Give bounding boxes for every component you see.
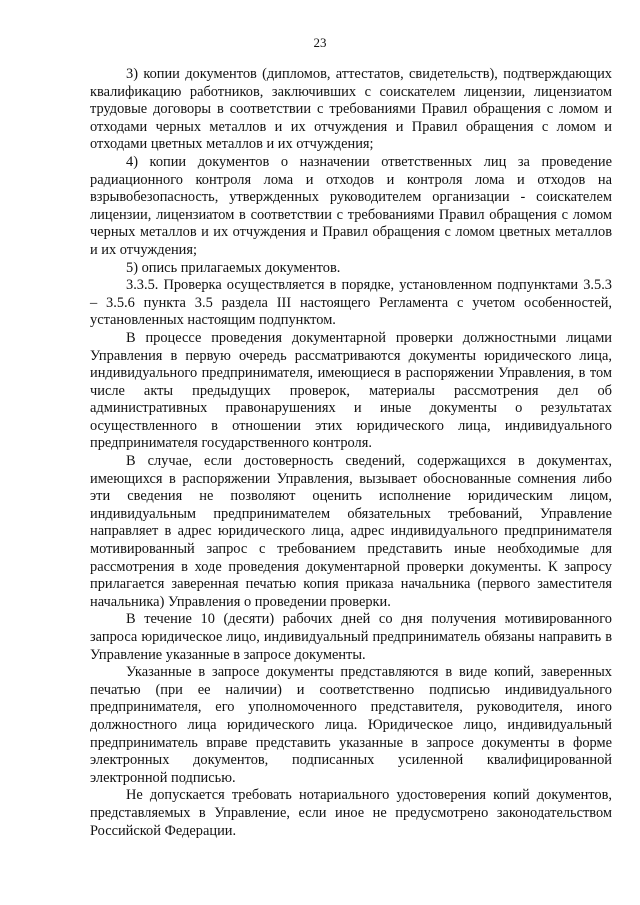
paragraph-request: В случае, если достоверность сведений, содержащихся в документах, имеющихся в распоряжении Управления, вызывает обоснованные сомнения либо эти сведения не позволяют оценить исполнение юридическим лицом, индивидуальным предпринимателем обязательных требований, Управление направляет в адрес юридического лица, адрес индивидуального предпринимателя мотивированный запрос с требованием представить иные необходимые для рассмотрения в ходе проведения документарной проверки документы. К запросу прилагается заверенная печатью копия приказа начальника (первого заместителя начальника) Управления о проведении проверки. [90,453,612,610]
paragraph-item-3-copies: 3) копии документов (дипломов, аттестатов, свидетельств), подтверждающих квалификацию работников, заключивших с соискателем лицензии, лицензиатом трудовые договоры в соответствии с требованиями Правил обращения с ломом и отходами черных металлов и их отчуждения и Правил обращения с ломом и отходами цветных металлов и их отчуждения; [90,66,612,153]
paragraph-3-3-5: 3.3.5. Проверка осуществляется в порядке, установленном подпунктами 3.5.3 – 3.5.6 пункта 3.5 раздела III настоящего Регламента с учетом особенностей, установленных настоящим подпунктом. [90,277,612,329]
paragraph-item-5-inventory: 5) опись прилагаемых документов. [126,259,341,276]
page-number: 23 [313,35,327,50]
paragraph-copies-format: Указанные в запросе документы представляются в виде копий, заверенных печатью (при ее наличии) и соответственно подписью индивидуального предпринимателя, его уполномоченного представителя, руководителя, иного должностного лица юридического лица. Юридическое лицо, индивидуальный предприниматель вправе представить указанные в запросе документы в форме электронных документов, подписанных усиленной квалифицированной электронной подписью. [90,664,612,786]
paragraph-deadline: В течение 10 (десяти) рабочих дней со дня получения мотивированного запроса юридическое лицо, индивидуальный предприниматель обязаны направить в Управление указанные в запросе документы. [90,611,612,663]
paragraph-item-4-copies: 4) копии документов о назначении ответственных лиц за проведение радиационного контроля лома и отходов и контроля лома и отходов на взрывобезопасность, утвержденных руководителем организации - соискателем лицензии, лицензиатом в соответствии с требованиями Правил обращения с ломом черных металлов и их отчуждения и Правил обращения с ломом цветных металлов и их отчуждения; [90,153,612,258]
document-body [90,66,612,840]
paragraph-notary: Не допускается требовать нотариального удостоверения копий документов, представляемых в Управление, если иное не предусмотрено законодательством Российской Федерации. [90,787,612,839]
paragraph-review-process: В процессе проведения документарной проверки должностными лицами Управления в первую очередь рассматриваются документы юридического лица, индивидуального предпринимателя, имеющиеся в распоряжении Управления, в том числе акты предыдущих проверок, материалы рассмотрения дел об административных правонарушениях и иные документы о результатах осуществленного в отношении этих юридического лица, индивидуального предпринимателя государственного контроля. [90,329,612,452]
